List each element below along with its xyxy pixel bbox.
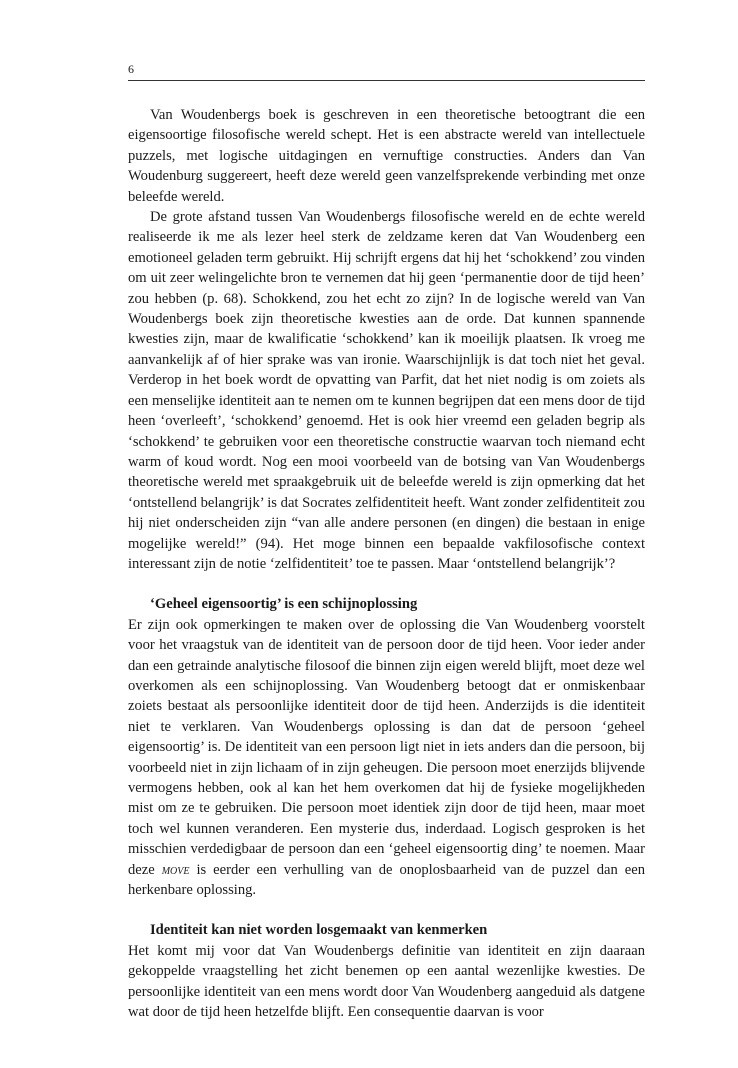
section-1-emphasis-move: move (161, 861, 190, 878)
section-heading-schijnoplossing: ‘Geheel eigensoortig’ is een schijnoplossing (150, 596, 418, 613)
section-1-text-before: Er zijn ook opmerkingen te maken over de oplossing die Van Woudenberg voorstelt voor het vraagstuk van de identiteit van de persoon door de tijd heen. Voor ieder ander dan een getrainde analytische filosoof die binnen zijn eigen wereld blijft, moet deze wel overkomen als een schijnoplossing. Van Woudenberg betoogt dat er onmiskenbaar zoiets bestaat als persoonlijke identiteit door de tijd heen. Anderzijds is die identiteit niet te verklaren. Van Woudenbergs oplossing is dan dat de persoon ‘geheel eigensoortig’ is. De identiteit van een persoon ligt niet in iets anders dan die persoon, bij voorbeeld niet in zijn lichaam of in zijn geheugen. Die persoon moet enerzijds blijvende vermogens hebben, ook al kan het hem overkomen dat hij de fysieke mogelijkheden mist om ze te gebruiken. Die persoon moet identiek zijn door de tijd heen, maar moet toch wel kunnen veranderen. Een mysterie dus, inderdaad. Logisch gesproken is het misschien verdedigbaar de persoon dan een ‘geheel eigensoortig ding’ te noemen. Maar deze (128, 616, 645, 878)
body-text (128, 105, 645, 1022)
section-1-text-after: is eerder een verhulling van de onoplosbaarheid van de puzzel dan een herkenbare oplossing. (128, 861, 645, 899)
page (128, 60, 645, 1022)
intro-paragraph-2: De grote afstand tussen Van Woudenbergs filosofische wereld en de echte wereld realiseerde ik me als lezer heel sterk de zeldzame keren dat Van Woudenberg een emotioneel geladen term gebruikt. Hij schrijft ergens dat hij het ‘schokkend’ zou vinden om uit zeer welingelichte bron te vernemen dat hij geen ‘permanentie door de tijd heen’ zou hebben (p. 68). Schokkend, zou het echt zo zijn? In de logische wereld van Van Woudenbergs boek zijn theoretische kwesties aan de orde. Dat kunnen spannende kwesties zijn, maar de kwalificatie ‘schokkend’ kan ik moeilijk plaatsen. Ik vroeg me aanvankelijk af of hier sprake was van ironie. Waarschijnlijk is dat toch niet het geval. Verderop in het boek wordt de opvatting van Parfit, dat het niet nodig is om zoiets als een menselijke identiteit aan te nemen om te kunnen begrijpen dat een mens door de tijd heen ‘overleeft’, ‘schokkend’ genoemd. Het is ook hier vreemd een geladen begrip als ‘schokkend’ te gebruiken voor een theoretische constructie waarvan toch niemand echt warm of koud wordt. Nog een mooi voorbeeld van de botsing van Van Woudenbergs theoretische wereld met spraakgebruik uit de beleefde wereld is zijn opmerking dat het ‘ontstellend belangrijk’ is dat Socrates zelfidentiteit heeft. Want zonder zelfidentiteit zou hij niet onderscheiden zijn “van alle andere personen (en dingen) die bestaan in enige mogelijke wereld!” (94). Het moge binnen een bepaalde vakfilosofische context interessant zijn de notie ‘zelfidentiteit’ toe te passen. Maar ‘ontstellend belangrijk’? (128, 209, 645, 572)
section-heading-identiteit: Identiteit kan niet worden losgemaakt van kenmerken (150, 922, 488, 939)
page-number: 6 (128, 62, 134, 76)
section-1-paragraph-1 (128, 615, 645, 901)
running-header (128, 60, 645, 81)
intro-paragraph-1: Van Woudenbergs boek is geschreven in een theoretische betoogtrant die een eigensoortige filosofische wereld schept. Het is een abstracte wereld van intellectuele puzzels, met logische uitdagingen en vernuftige constructies. Anders dan Van Woudenburg suggereert, heeft deze wereld geen vanzelfsprekende verbinding met onze beleefde wereld. (128, 107, 645, 205)
section-2-paragraph-1: Het komt mij voor dat Van Woudenbergs definitie van identiteit en zijn daaraan gekoppelde vraagstelling het zicht benemen op een aantal wezenlijke kwesties. De persoonlijke identiteit van een mens wordt door Van Woudenberg aangeduid als datgene wat door de tijd heen hetzelfde blijft. Een consequentie daarvan is voor (128, 942, 645, 1021)
